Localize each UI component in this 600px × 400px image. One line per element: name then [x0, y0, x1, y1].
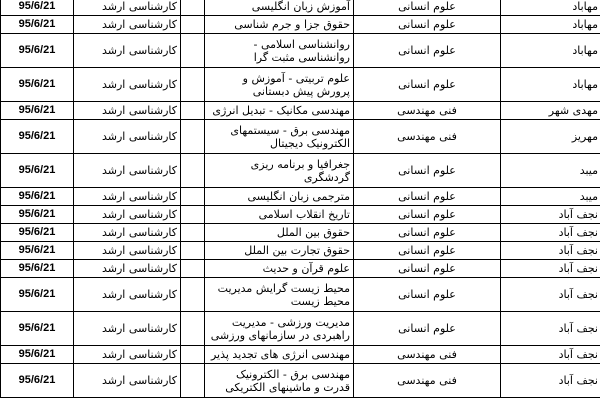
field-cell: علوم تربیتی - آموزش و پرورش پیش دبستانی: [205, 68, 354, 102]
field-cell: حقوق جزا و جرم شناسی: [205, 16, 354, 34]
table-row: [1, 120, 600, 154]
degree-cell: کارشناسی ارشد: [74, 0, 181, 16]
table-row: [1, 224, 600, 242]
city-cell: مهدی شهر: [501, 102, 600, 120]
blank-cell: [181, 154, 205, 188]
date-cell: 95/6/21: [1, 278, 74, 312]
field-cell: حقوق تجارت بین الملل: [205, 242, 354, 260]
group-cell: علوم انسانی: [354, 260, 501, 278]
city-cell: مهاباد: [501, 0, 600, 16]
table-row: [1, 312, 600, 346]
city-cell: نجف آباد: [501, 224, 600, 242]
blank-cell: [181, 224, 205, 242]
table-row: [1, 242, 600, 260]
group-cell: علوم انسانی: [354, 242, 501, 260]
field-cell: مترجمی زبان انگلیسی: [205, 188, 354, 206]
table-body: [1, 0, 600, 398]
group-cell: فنی مهندسی: [354, 364, 501, 398]
field-cell: مهندسی برق - سیستمهای الکترونیک دیجیتال: [205, 120, 354, 154]
group-cell: علوم انسانی: [354, 68, 501, 102]
blank-cell: [181, 346, 205, 364]
degree-cell: کارشناسی ارشد: [74, 346, 181, 364]
table-row: [1, 102, 600, 120]
group-cell: علوم انسانی: [354, 188, 501, 206]
degree-cell: کارشناسی ارشد: [74, 278, 181, 312]
degree-cell: کارشناسی ارشد: [74, 68, 181, 102]
city-cell: مهاباد: [501, 68, 600, 102]
field-cell: آموزش زبان انگلیسی: [205, 0, 354, 16]
date-cell: 95/6/21: [1, 224, 74, 242]
table-row: [1, 364, 600, 398]
blank-cell: [181, 188, 205, 206]
city-cell: نجف آباد: [501, 242, 600, 260]
degree-cell: کارشناسی ارشد: [74, 102, 181, 120]
group-cell: علوم انسانی: [354, 206, 501, 224]
degree-cell: کارشناسی ارشد: [74, 224, 181, 242]
table-row: [1, 16, 600, 34]
group-cell: فنی مهندسی: [354, 102, 501, 120]
date-cell: 95/6/21: [1, 68, 74, 102]
table-row: [1, 260, 600, 278]
blank-cell: [181, 16, 205, 34]
field-cell: روانشناسی اسلامی - روانشناسی مثبت گرا: [205, 34, 354, 68]
group-cell: علوم انسانی: [354, 312, 501, 346]
city-cell: مهاباد: [501, 16, 600, 34]
blank-cell: [181, 102, 205, 120]
blank-cell: [181, 278, 205, 312]
field-cell: حقوق بین الملل: [205, 224, 354, 242]
blank-cell: [181, 120, 205, 154]
date-cell: 95/6/21: [1, 364, 74, 398]
city-cell: میبد: [501, 154, 600, 188]
date-cell: 95/6/21: [1, 120, 74, 154]
date-cell: 95/6/21: [1, 154, 74, 188]
field-cell: علوم قرآن و حدیث: [205, 260, 354, 278]
degree-cell: کارشناسی ارشد: [74, 34, 181, 68]
date-cell: 95/6/21: [1, 260, 74, 278]
field-cell: محیط زیست گرایش مدیریت محیط زیست: [205, 278, 354, 312]
date-cell: 95/6/21: [1, 346, 74, 364]
blank-cell: [181, 260, 205, 278]
degree-cell: کارشناسی ارشد: [74, 206, 181, 224]
blank-cell: [181, 206, 205, 224]
date-cell: 95/6/21: [1, 34, 74, 68]
city-cell: نجف آباد: [501, 312, 600, 346]
table-row: [1, 346, 600, 364]
group-cell: علوم انسانی: [354, 0, 501, 16]
table-row: [1, 206, 600, 224]
field-cell: مهندسی انرژی های تجدید پذیر: [205, 346, 354, 364]
group-cell: علوم انسانی: [354, 154, 501, 188]
degree-cell: کارشناسی ارشد: [74, 242, 181, 260]
degree-cell: کارشناسی ارشد: [74, 154, 181, 188]
group-cell: علوم انسانی: [354, 224, 501, 242]
group-cell: فنی مهندسی: [354, 346, 501, 364]
group-cell: علوم انسانی: [354, 278, 501, 312]
blank-cell: [181, 68, 205, 102]
city-cell: میبد: [501, 188, 600, 206]
group-cell: علوم انسانی: [354, 16, 501, 34]
field-cell: مهندسی مکانیک - تبدیل انرژی: [205, 102, 354, 120]
table-row: [1, 188, 600, 206]
city-cell: نجف آباد: [501, 346, 600, 364]
date-cell: 95/6/21: [1, 102, 74, 120]
field-cell: تاریخ انقلاب اسلامی: [205, 206, 354, 224]
blank-cell: [181, 364, 205, 398]
field-cell: مدیریت ورزشی - مدیریت راهبردی در سازمانهای ورزشی: [205, 312, 354, 346]
table-row: [1, 154, 600, 188]
table-row: [1, 68, 600, 102]
date-cell: 95/6/21: [1, 242, 74, 260]
table-row: [1, 34, 600, 68]
degree-cell: کارشناسی ارشد: [74, 260, 181, 278]
city-cell: مهریز: [501, 120, 600, 154]
degree-cell: کارشناسی ارشد: [74, 364, 181, 398]
date-cell: 95/6/21: [1, 16, 74, 34]
date-cell: 95/6/21: [1, 188, 74, 206]
field-cell: جغرافیا و برنامه ریزی گردشگری: [205, 154, 354, 188]
table-row: [1, 278, 600, 312]
field-cell: مهندسی برق - الکترونیک قدرت و ماشینهای الکتریکی: [205, 364, 354, 398]
city-cell: نجف آباد: [501, 260, 600, 278]
group-cell: فنی مهندسی: [354, 120, 501, 154]
degree-cell: کارشناسی ارشد: [74, 312, 181, 346]
blank-cell: [181, 0, 205, 16]
city-cell: نجف آباد: [501, 206, 600, 224]
date-cell: 95/6/21: [1, 0, 74, 16]
city-cell: نجف آباد: [501, 278, 600, 312]
table-row: [1, 0, 600, 16]
date-cell: 95/6/21: [1, 206, 74, 224]
city-cell: نجف آباد: [501, 364, 600, 398]
blank-cell: [181, 312, 205, 346]
group-cell: علوم انسانی: [354, 34, 501, 68]
degree-cell: کارشناسی ارشد: [74, 120, 181, 154]
degree-cell: کارشناسی ارشد: [74, 16, 181, 34]
degree-cell: کارشناسی ارشد: [74, 188, 181, 206]
blank-cell: [181, 242, 205, 260]
date-cell: 95/6/21: [1, 312, 74, 346]
blank-cell: [181, 34, 205, 68]
city-cell: مهاباد: [501, 34, 600, 68]
